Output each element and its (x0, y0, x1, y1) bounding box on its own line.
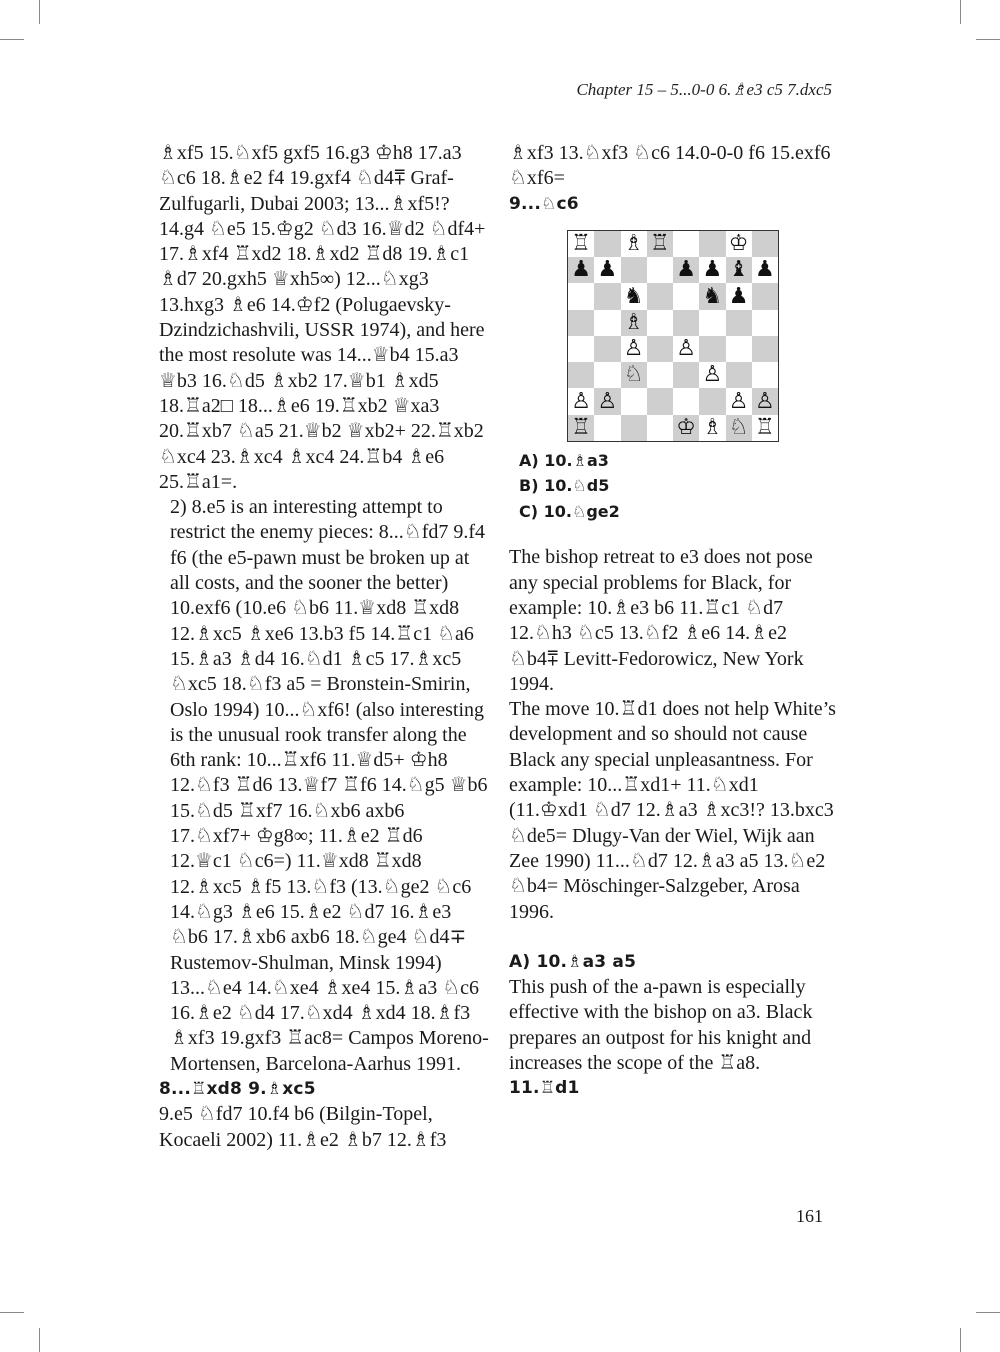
board-square: ♔ (673, 415, 699, 441)
paragraph: The bishop retreat to e3 does not pose any special problems for Black, for example: 10.♗e3 b6 11.♖c1 ♘d7 12.♘h3 ♘c5 13.♘f2 ♗e6 14.♗e2 ♘b4⩱ Levitt-Fedorowicz, New York 1994. (509, 546, 813, 695)
board-square: ♖ (647, 231, 673, 257)
board-square (673, 310, 699, 336)
board-square (647, 283, 673, 309)
crop-mark (0, 1312, 24, 1313)
board-square (752, 362, 778, 388)
board-square: ♙ (699, 362, 725, 388)
paragraph: 2) 8.e5 is an interesting attempt to restrict the enemy pieces: 8...♘fd7 9.f4 f6 (the e5-pawn must be broken up at all costs, and the sooner the better) 10.exf6 (10.e6 ♘b6 11.♕xd8 ♖xd8 12.♗xc5 ♗xe6 13.b3 f5 14.♖c1 ♘a6 15.♗a3 ♗d4 16.♘d1 ♗c5 17.♗xc5 ♘xc5 18.♘f3 a5 = Bronstein-Smirin, Oslo 1994) 10...♘xf6! (also interesting is the unusual rook transfer along the 6th rank: 10...♖xf6 11.♕d5+ ♔h8 12.♘f3 ♖d6 13.♕f7 ♖f6 14.♘g5 ♕b6 15.♘d5 ♖xf7 16.♘xb6 axb6 17.♘xf7+ ♔g8∞; 11.♗e2 ♖d6 12.♕c1 ♘c6=) 11.♕xd8 ♖xd8 12.♗xc5 ♗f5 13.♘f3 (13.♘ge2 ♘c6 14.♘g3 ♗e6 15.♗e2 ♘d7 16.♗e3 ♘b6 17.♗xb6 axb6 18.♘ge4 ♘d4∓ Rustemov-Shulman, Minsk 1994) 13...♘e4 14.♘xe4 ♗xe4 15.♗a3 ♘c6 16.♗e2 ♘d4 17.♘xd4 ♗xd4 18.♗f3 ♗xf3 19.gxf3 ♖ac8= Campos Moreno-Mortensen, Barcelona-Aarhus 1991. (170, 496, 489, 1075)
board-square (621, 388, 647, 414)
board-square (726, 310, 752, 336)
board-square (647, 415, 673, 441)
spacer (509, 925, 839, 950)
page-number: 161 (796, 1206, 823, 1226)
paragraph: 9.e5 ♘fd7 10.f4 b6 (Bilgin-Topel, Kocaeli 2002) 11.♗e2 ♗b7 12.♗f3 (159, 1103, 447, 1151)
board-square: ♖ (568, 231, 594, 257)
board-square: ♘ (726, 415, 752, 441)
board-square (752, 336, 778, 362)
variation-option: C) 10.♘ge2 (519, 501, 620, 521)
board-square: ♝ (726, 257, 752, 283)
board-square: ♗ (699, 415, 725, 441)
move-heading: A) 10.♗a3 a5 (509, 951, 637, 972)
board-square (594, 310, 620, 336)
board-square (594, 362, 620, 388)
board-square (647, 257, 673, 283)
crop-mark (960, 1328, 961, 1352)
board-square (594, 336, 620, 362)
right-bottom-text (509, 545, 839, 1101)
move-heading: 9...♘c6 (509, 193, 579, 214)
chess-board (568, 231, 778, 441)
crop-mark (39, 0, 40, 24)
board-square: ♙ (752, 388, 778, 414)
right-column (509, 141, 839, 1102)
board-square: ♟ (726, 283, 752, 309)
board-square: ♗ (621, 310, 647, 336)
board-square (647, 388, 673, 414)
board-square (726, 362, 752, 388)
running-header: Chapter 15 – 5...0-0 6.♗e3 c5 7.dxc5 (576, 80, 832, 99)
board-square (568, 310, 594, 336)
board-square: ♟ (568, 257, 594, 283)
board-square (752, 283, 778, 309)
move-heading: 8...♖xd8 9.♗xc5 (159, 1078, 316, 1099)
crop-mark (0, 39, 24, 40)
board-square (699, 336, 725, 362)
board-square: ♙ (621, 336, 647, 362)
board-square: ♙ (673, 336, 699, 362)
board-square: ♖ (568, 415, 594, 441)
chess-diagram (567, 230, 779, 442)
board-square (726, 336, 752, 362)
board-square (752, 310, 778, 336)
board-square: ♙ (568, 388, 594, 414)
variation-options (519, 448, 839, 525)
board-square (673, 362, 699, 388)
paragraph: The move 10.♖d1 does not help White’s development and so should not cause Black any special unpleasantness. For example: 10...♖xd1+ 11.♘xd1 (11.♔xd1 ♘d7 12.♗a3 ♗xc3!? 13.bxc3 ♘de5= Dlugy-Van der Wiel, Wijk aan Zee 1990) 11...♘d7 12.♗a3 a5 13.♘e2 ♘b4= Möschinger-Salzgeber, Arosa 1996. (509, 698, 836, 923)
board-square (673, 388, 699, 414)
board-square (568, 362, 594, 388)
crop-mark (960, 0, 961, 24)
board-square: ♟ (752, 257, 778, 283)
board-square: ♘ (621, 362, 647, 388)
board-square: ♞ (699, 283, 725, 309)
board-square: ♙ (594, 388, 620, 414)
board-square (647, 336, 673, 362)
board-square: ♖ (752, 415, 778, 441)
right-top-text (509, 141, 839, 217)
board-square (699, 310, 725, 336)
crop-mark (976, 1312, 1000, 1313)
variation-option: B) 10.♘d5 (519, 476, 610, 496)
board-square: ♟ (673, 257, 699, 283)
board-square: ♔ (726, 231, 752, 257)
variation-option: A) 10.♗a3 (519, 450, 609, 470)
board-square (621, 415, 647, 441)
board-square (673, 231, 699, 257)
board-square: ♙ (726, 388, 752, 414)
crop-mark (39, 1328, 40, 1352)
move-heading: 11.♖d1 (509, 1078, 580, 1099)
board-square (752, 231, 778, 257)
board-square (621, 257, 647, 283)
paragraph: ♗xf5 15.♘xf5 gxf5 16.g3 ♔h8 17.a3 ♘c6 18.♗e2 f4 19.gxf4 ♘d4⩱ Graf-Zulfugarli, Dubai 2003; 13...♗xf5!? 14.g4 ♘e5 15.♔g2 ♘d3 16.♕d2 ♘df4+ 17.♗xf4 ♖xd2 18.♗xd2 ♖d8 19.♗c1 ♗d7 20.gxh5 ♕xh5∞) 12...♘xg3 13.hxg3 ♗e6 14.♔f2 (Polugaevsky-Dzindzichashvili, USSR 1974), and here the most resolute was 14...♕b4 15.a3 ♕b3 16.♘d5 ♗xb2 17.♕b1 ♗xd5 18.♖a2□ 18...♗e6 19.♖xb2 ♕xa3 20.♖xb7 ♘a5 21.♕b2 ♕xb2+ 22.♖xb2 ♘xc4 23.♗xc4 ♗xc4 24.♖b4 ♗e6 25.♖a1=. (159, 142, 486, 493)
board-square (594, 415, 620, 441)
paragraph: ♗xf3 13.♘xf3 ♘c6 14.0-0-0 f6 15.exf6 ♘xf6= (509, 142, 831, 190)
board-square (568, 336, 594, 362)
board-square: ♟ (594, 257, 620, 283)
board-square: ♞ (621, 283, 647, 309)
board-square (647, 310, 673, 336)
board-square: ♟ (699, 257, 725, 283)
board-square (594, 231, 620, 257)
board-square (568, 283, 594, 309)
board-square (699, 231, 725, 257)
left-column (159, 141, 489, 1153)
crop-mark (976, 39, 1000, 40)
paragraph: This push of the a-pawn is especially effective with the bishop on a3. Black prepares an outpost for his knight and increases the scope of the ♖a8. (509, 976, 813, 1075)
board-square: ♗ (621, 231, 647, 257)
board-square (647, 362, 673, 388)
board-square (673, 283, 699, 309)
board-square (699, 388, 725, 414)
board-square (594, 283, 620, 309)
